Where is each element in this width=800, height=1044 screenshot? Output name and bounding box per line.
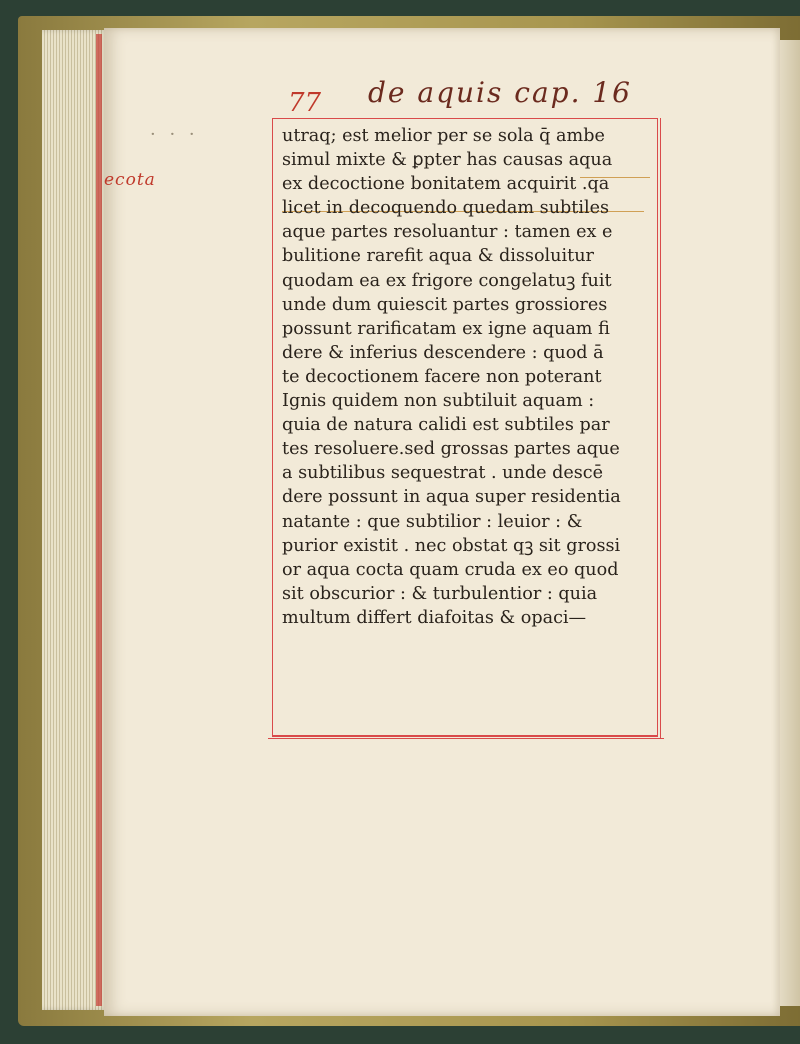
text-line: or aqua cocta quam cruda ex eo quod	[282, 559, 619, 580]
page-number: 77	[288, 88, 322, 118]
text-line: quodam ea ex frigore congelatuꝫ fuit	[282, 270, 612, 291]
text-line: possunt rarificatam ex igne aquam fi	[282, 318, 610, 339]
text-line: quia de natura calidi est subtiles par	[282, 415, 610, 436]
text-line: a subtilibus sequestrat . unde descē	[282, 463, 604, 484]
red-page-edge	[96, 34, 102, 1006]
text-line: licet in decoquendo quedam subtiles	[282, 198, 610, 219]
text-line: Ignis quidem non subtiluit aquam :	[282, 391, 595, 412]
body-text	[282, 124, 654, 630]
frame-rule-bottom	[268, 738, 664, 739]
text-line: aque partes resoluantur : tamen ex e	[282, 222, 613, 243]
text-line: multum differt diafoitas & opaci—	[282, 607, 587, 628]
text-line: purior existit . nec obstat qꝫ sit grossi	[282, 535, 621, 556]
text-line: dere & inferius descendere : quod ā	[282, 342, 604, 363]
frame-rule-right	[660, 118, 661, 738]
margin-note: ecota	[104, 170, 156, 190]
next-leaf-edge	[780, 40, 800, 1006]
text-line: ex decoctione bonitatem acquirit .qa	[282, 174, 610, 195]
text-line: tes resoluere.sed grossas partes aque	[282, 439, 620, 460]
running-title: de aquis cap. 16	[368, 76, 632, 109]
text-line: simul mixte & ꝑpter has causas aqua	[282, 150, 613, 171]
text-line: utraq; est melior per se sola q̄ ambe	[282, 126, 605, 146]
margin-marks: · · ·	[150, 124, 199, 145]
text-line: sit obscurior : & turbulentior : quia	[282, 583, 598, 604]
text-line: dere possunt in aqua super residentia	[282, 487, 621, 508]
text-line: te decoctionem facere non poterant	[282, 366, 602, 387]
text-line: natante : que subtilior : leuior : &	[282, 511, 583, 532]
text-line: unde dum quiescit partes grossiores	[282, 294, 608, 315]
text-line: bulitione rarefit aqua & dissoluitur	[282, 246, 594, 267]
